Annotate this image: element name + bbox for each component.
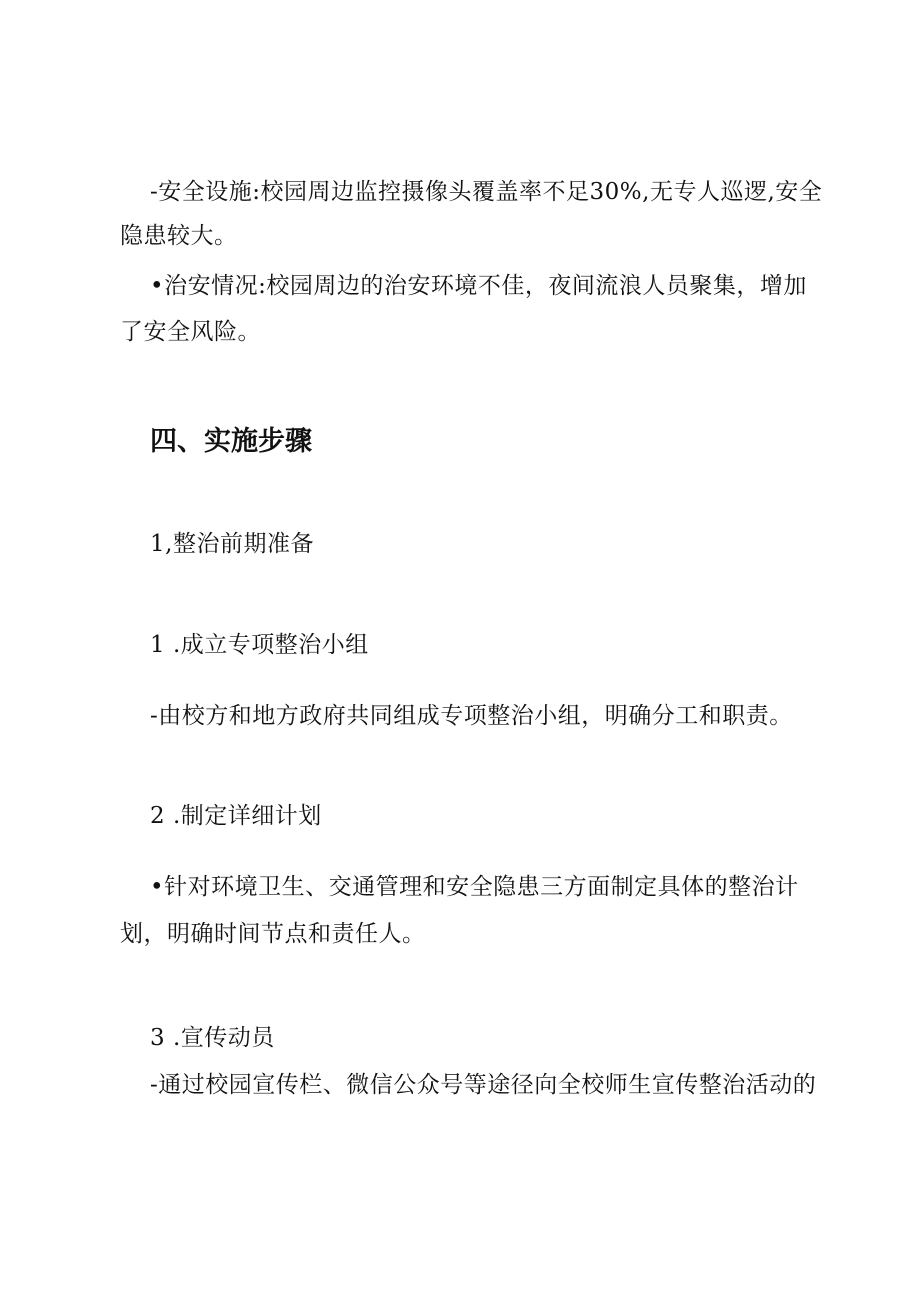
safety-facilities-line-1: -安全设施:校园周边监控摄像头覆盖率不足30%,无专人巡逻,安全 — [150, 179, 823, 205]
public-order-line-1: •治安情况:校园周边的治安环境不佳，夜间流浪人员聚集，增加 — [150, 273, 807, 299]
subsection-1-title: 1,整治前期准备 — [150, 531, 314, 557]
section-heading: 四、实施步骤 — [150, 426, 312, 457]
item-3-text-line-1: -通过校园宣传栏、微信公众号等途径向全校师生宣传整治活动的 — [150, 1072, 817, 1098]
item-2-text-line-2: 划，明确时间节点和责任人。 — [120, 921, 426, 947]
item-2-title: 2 .制定详细计划 — [150, 803, 322, 829]
item-1-text: -由校方和地方政府共同组成专项整治小组，明确分工和职责。 — [150, 703, 793, 729]
item-3-title: 3 .宣传动员 — [150, 1025, 275, 1051]
public-order-line-2: 了安全风险。 — [120, 319, 261, 345]
safety-facilities-line-2: 隐患较大。 — [120, 223, 238, 249]
item-1-title: 1 .成立专项整治小组 — [150, 632, 369, 658]
item-2-text-line-1: •针对环境卫生、交通管理和安全隐患三方面制定具体的整治计 — [150, 874, 799, 900]
